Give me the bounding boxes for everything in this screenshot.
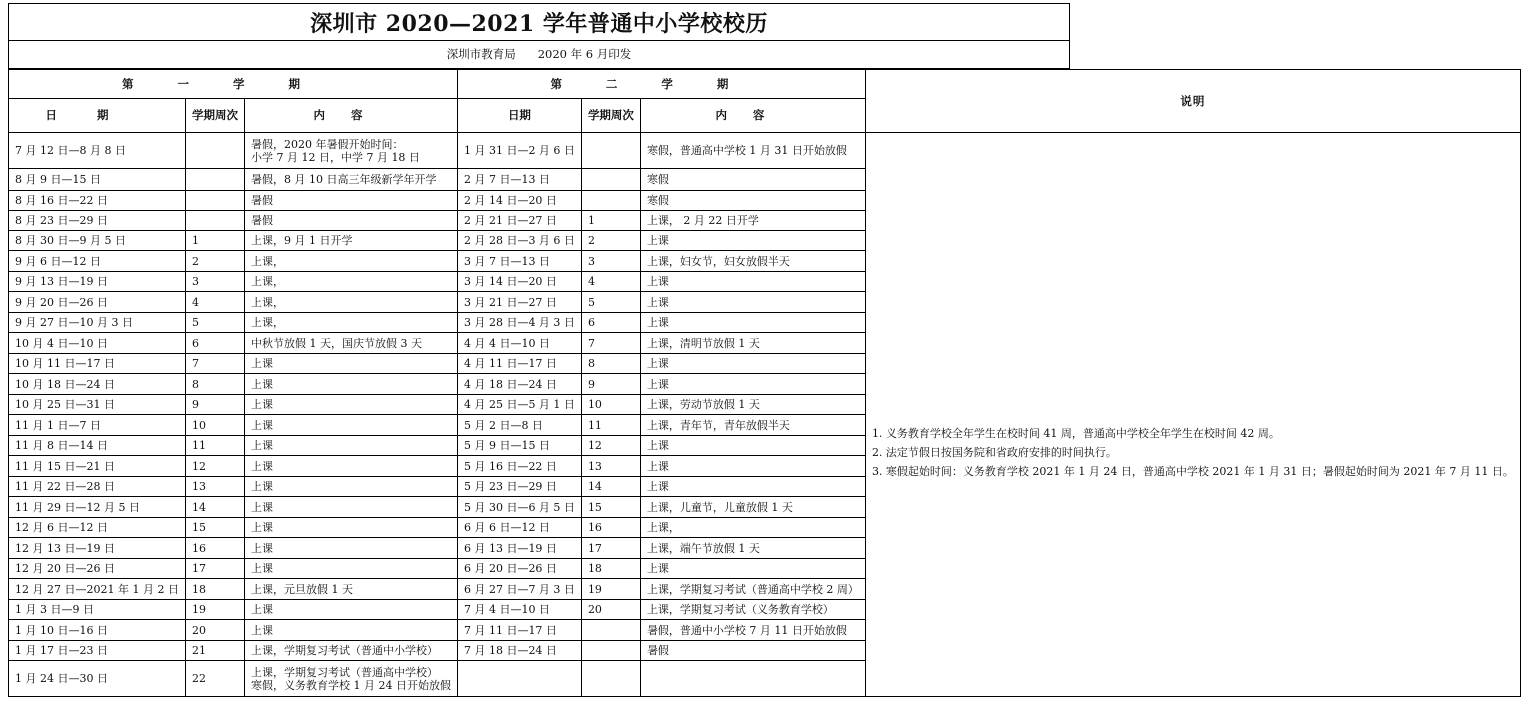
- sem1-content-cell: 上课: [244, 354, 457, 374]
- sem1-content-cell: [244, 661, 457, 697]
- sem2-week-cell: 17: [581, 538, 640, 559]
- sem1-week-cell: 16: [185, 538, 244, 559]
- sem1-date-cell: 12 月 6 日—12 日: [9, 518, 186, 538]
- sem1-content-cell: 暑假，8 月 10 日高三年级新学年开学: [244, 169, 457, 191]
- sem1-week-cell: 10: [185, 415, 244, 436]
- sem1-content-line: 寒假，义务教育学校 1 月 24 日开始放假: [250, 678, 451, 692]
- sem2-content-cell: 上课，: [640, 518, 865, 538]
- sem1-date-cell: 1 月 17 日—23 日: [9, 641, 186, 661]
- sem2-week-cell: 5: [581, 292, 640, 313]
- sem2-date-cell: 4 月 18 日—24 日: [457, 374, 581, 395]
- sem1-content-line: 上课，学期复习考试（普通高中学校）: [250, 665, 438, 679]
- page-title: 深圳市 2020—2021 学年普通中小学校校历: [8, 3, 1070, 41]
- sem1-content-cell: 上课: [244, 620, 457, 641]
- sem1-content-cell: 上课: [244, 559, 457, 579]
- sem1-week-cell: 9: [185, 395, 244, 415]
- sem2-content-cell: 上课，端午节放假 1 天: [640, 538, 865, 559]
- sem1-week-cell: 8: [185, 374, 244, 395]
- sem1-content-cell: 上课，: [244, 313, 457, 333]
- sem1-week-cell: 20: [185, 620, 244, 641]
- sem1-content-cell: 上课，9 月 1 日开学: [244, 231, 457, 251]
- sem1-date-cell: 9 月 13 日—19 日: [9, 272, 186, 292]
- sem1-date-cell: 8 月 16 日—22 日: [9, 191, 186, 211]
- sem1-date-cell: 1 月 24 日—30 日: [9, 661, 186, 697]
- sem2-week-cell: 11: [581, 415, 640, 436]
- sem2-content-cell: 上课，学期复习考试（义务教育学校）: [640, 600, 865, 620]
- sem2-content-cell: 上课: [640, 354, 865, 374]
- sem2-date-cell: 5 月 30 日—6 月 5 日: [457, 497, 581, 518]
- issuing-authority: 深圳市教育局: [446, 47, 516, 61]
- sem2-week-cell: 6: [581, 313, 640, 333]
- sem1-week-cell: [185, 169, 244, 191]
- sem1-week-cell: 2: [185, 251, 244, 272]
- sem1-week-cell: 4: [185, 292, 244, 313]
- sem1-week-cell: 5: [185, 313, 244, 333]
- sem2-week-cell: [581, 661, 640, 697]
- sem2-date-cell: 4 月 11 日—17 日: [457, 354, 581, 374]
- sem1-week-cell: 17: [185, 559, 244, 579]
- sem2-week-cell: 4: [581, 272, 640, 292]
- sem1-date-cell: 10 月 11 日—17 日: [9, 354, 186, 374]
- sem2-content-cell: 上课: [640, 456, 865, 477]
- sem2-content-cell: [640, 661, 865, 697]
- sem2-content-cell: 上课: [640, 374, 865, 395]
- sem1-date-cell: 8 月 9 日—15 日: [9, 169, 186, 191]
- sem1-date-cell: 12 月 13 日—19 日: [9, 538, 186, 559]
- sem1-week-cell: 15: [185, 518, 244, 538]
- sem2-week-cell: 10: [581, 395, 640, 415]
- sem1-date-cell: 11 月 29 日—12 月 5 日: [9, 497, 186, 518]
- sem2-week-cell: 1: [581, 211, 640, 231]
- sem2-week-cell: 9: [581, 374, 640, 395]
- sem2-date-cell: 2 月 28 日—3 月 6 日: [457, 231, 581, 251]
- sem1-date-cell: 9 月 27 日—10 月 3 日: [9, 313, 186, 333]
- sem1-week-cell: [185, 191, 244, 211]
- sem2-content-cell: 寒假: [640, 169, 865, 191]
- sem1-date-cell: 11 月 8 日—14 日: [9, 436, 186, 456]
- sem1-content-cell: 中秋节放假 1 天，国庆节放假 3 天: [244, 333, 457, 354]
- sem1-content-cell: 暑假: [244, 211, 457, 231]
- sem1-content-cell: 上课: [244, 477, 457, 497]
- sem2-content-cell: 寒假，普通高中学校 1 月 31 日开始放假: [640, 133, 865, 169]
- sem2-week-header: 学期周次: [581, 99, 640, 133]
- sem1-date-cell: 11 月 15 日—21 日: [9, 456, 186, 477]
- sem2-date-cell: 6 月 6 日—12 日: [457, 518, 581, 538]
- sem2-content-header: 内容: [640, 99, 865, 133]
- sem1-week-cell: 12: [185, 456, 244, 477]
- sem1-date-cell: 7 月 12 日—8 月 8 日: [9, 133, 186, 169]
- sem2-week-cell: [581, 191, 640, 211]
- sem1-week-cell: 19: [185, 600, 244, 620]
- sem2-week-cell: 7: [581, 333, 640, 354]
- sem1-content-cell: 上课，: [244, 251, 457, 272]
- sem1-date-cell: 8 月 23 日—29 日: [9, 211, 186, 231]
- sem1-content-cell: 上课，: [244, 292, 457, 313]
- semester-1-header: 第一学期: [9, 70, 458, 99]
- sem2-week-cell: 19: [581, 579, 640, 600]
- sem1-content-cell: 上课: [244, 600, 457, 620]
- sem1-week-cell: 7: [185, 354, 244, 374]
- sem1-content-cell: 上课: [244, 436, 457, 456]
- sem2-content-cell: 上课: [640, 292, 865, 313]
- sem1-date-cell: 11 月 1 日—7 日: [9, 415, 186, 436]
- sem1-date-cell: 11 月 22 日—28 日: [9, 477, 186, 497]
- sem1-week-cell: 14: [185, 497, 244, 518]
- sem2-week-cell: [581, 133, 640, 169]
- sem1-week-cell: [185, 133, 244, 169]
- sem2-date-cell: 5 月 9 日—15 日: [457, 436, 581, 456]
- sem1-week-cell: [185, 211, 244, 231]
- sem2-date-cell: 3 月 21 日—27 日: [457, 292, 581, 313]
- sem2-date-header: 日期: [457, 99, 581, 133]
- sem2-date-cell: 5 月 2 日—8 日: [457, 415, 581, 436]
- sem2-date-cell: 5 月 23 日—29 日: [457, 477, 581, 497]
- sem2-week-cell: [581, 169, 640, 191]
- sem2-week-cell: 2: [581, 231, 640, 251]
- sem1-content-header: 内容: [244, 99, 457, 133]
- sem2-week-cell: 13: [581, 456, 640, 477]
- sem2-content-cell: 寒假: [640, 191, 865, 211]
- sem2-week-cell: 18: [581, 559, 640, 579]
- sem2-date-cell: 6 月 27 日—7 月 3 日: [457, 579, 581, 600]
- sem2-content-cell: 暑假: [640, 641, 865, 661]
- note-item: 2. 法定节假日按国务院和省政府安排的时间执行。: [871, 446, 1117, 459]
- sem2-week-cell: 3: [581, 251, 640, 272]
- sem1-content-cell: 暑假: [244, 191, 457, 211]
- sem2-date-cell: 7 月 11 日—17 日: [457, 620, 581, 641]
- sem1-date-cell: 12 月 20 日—26 日: [9, 559, 186, 579]
- sem2-week-cell: 20: [581, 600, 640, 620]
- sem1-date-cell: 10 月 18 日—24 日: [9, 374, 186, 395]
- sem2-content-cell: 上课: [640, 477, 865, 497]
- sem2-content-cell: 上课，妇女节，妇女放假半天: [640, 251, 865, 272]
- semester-2-header: 第二学期: [457, 70, 865, 99]
- sem2-date-cell: 5 月 16 日—22 日: [457, 456, 581, 477]
- sem2-date-cell: 2 月 14 日—20 日: [457, 191, 581, 211]
- sem1-content-cell: 上课: [244, 415, 457, 436]
- sem1-content-line: 小学 7 月 12 日，中学 7 月 18 日: [250, 150, 420, 164]
- sem1-date-cell: 8 月 30 日—9 月 5 日: [9, 231, 186, 251]
- note-item: 3. 寒假起始时间：义务教育学校 2021 年 1 月 24 日，普通高中学校 2021 年 1 月 31 日；暑假起始时间为 2021 年 7 月 11 日。: [871, 465, 1514, 478]
- sem1-date-cell: 9 月 20 日—26 日: [9, 292, 186, 313]
- sem2-date-cell: 6 月 20 日—26 日: [457, 559, 581, 579]
- sem1-date-header: 日期: [9, 99, 186, 133]
- sem1-week-cell: 6: [185, 333, 244, 354]
- sem2-content-cell: 暑假，普通中小学校 7 月 11 日开始放假: [640, 620, 865, 641]
- issue-date: 2020 年 6 月印发: [537, 47, 632, 61]
- sem1-week-cell: 13: [185, 477, 244, 497]
- sem1-week-cell: 18: [185, 579, 244, 600]
- notes-header: 说明: [865, 70, 1520, 133]
- sem2-week-cell: 16: [581, 518, 640, 538]
- sem2-content-cell: 上课: [640, 436, 865, 456]
- sem1-week-cell: 22: [185, 661, 244, 697]
- note-item: 1. 义务教育学校全年学生在校时间 41 周，普通高中学校全年学生在校时间 42 周。: [871, 427, 1280, 440]
- notes-cell: [865, 133, 1520, 697]
- sem2-date-cell: 7 月 4 日—10 日: [457, 600, 581, 620]
- sem2-date-cell: 4 月 25 日—5 月 1 日: [457, 395, 581, 415]
- sem1-date-cell: 9 月 6 日—12 日: [9, 251, 186, 272]
- sem2-content-cell: 上课，学期复习考试（普通高中学校 2 周）: [640, 579, 865, 600]
- sem2-date-cell: 1 月 31 日—2 月 6 日: [457, 133, 581, 169]
- sem2-content-cell: 上课: [640, 313, 865, 333]
- issue-info: [8, 40, 1070, 69]
- sem1-content-cell: 上课: [244, 374, 457, 395]
- sem2-week-cell: 15: [581, 497, 640, 518]
- sem2-date-cell: 2 月 7 日—13 日: [457, 169, 581, 191]
- sem2-week-cell: 8: [581, 354, 640, 374]
- sem2-content-cell: 上课，清明节放假 1 天: [640, 333, 865, 354]
- sem2-content-cell: 上课: [640, 559, 865, 579]
- sem1-content-cell: 上课，: [244, 272, 457, 292]
- sem1-content-cell: 上课: [244, 395, 457, 415]
- sem2-content-cell: 上课， 2 月 22 日开学: [640, 211, 865, 231]
- sem2-date-cell: 3 月 14 日—20 日: [457, 272, 581, 292]
- sem1-content-cell: 上课，学期复习考试（普通中小学校）: [244, 641, 457, 661]
- sem1-week-cell: 1: [185, 231, 244, 251]
- sem2-week-cell: [581, 641, 640, 661]
- sem2-content-cell: 上课，青年节，青年放假半天: [640, 415, 865, 436]
- sem1-date-cell: 10 月 4 日—10 日: [9, 333, 186, 354]
- sem1-date-cell: 12 月 27 日—2021 年 1 月 2 日: [9, 579, 186, 600]
- sem1-date-cell: 1 月 10 日—16 日: [9, 620, 186, 641]
- sem1-week-cell: 11: [185, 436, 244, 456]
- sem2-week-cell: 14: [581, 477, 640, 497]
- sem1-content-line: 暑假，2020 年暑假开始时间：: [250, 137, 404, 151]
- sem2-date-cell: 4 月 4 日—10 日: [457, 333, 581, 354]
- sem2-content-cell: 上课，劳动节放假 1 天: [640, 395, 865, 415]
- sem2-date-cell: 3 月 7 日—13 日: [457, 251, 581, 272]
- sem1-content-cell: [244, 133, 457, 169]
- sem2-content-cell: 上课: [640, 272, 865, 292]
- school-calendar-table: [8, 69, 1521, 697]
- sem2-date-cell: 3 月 28 日—4 月 3 日: [457, 313, 581, 333]
- sem1-week-header: 学期周次: [185, 99, 244, 133]
- sem1-week-cell: 21: [185, 641, 244, 661]
- calendar-row: [9, 133, 1521, 169]
- sem2-week-cell: [581, 620, 640, 641]
- sem2-content-cell: 上课，儿童节，儿童放假 1 天: [640, 497, 865, 518]
- sem2-content-cell: 上课: [640, 231, 865, 251]
- sem2-date-cell: [457, 661, 581, 697]
- sem1-content-cell: 上课: [244, 538, 457, 559]
- sem1-content-cell: 上课: [244, 497, 457, 518]
- sem2-date-cell: 6 月 13 日—19 日: [457, 538, 581, 559]
- sem1-date-cell: 1 月 3 日—9 日: [9, 600, 186, 620]
- sem1-date-cell: 10 月 25 日—31 日: [9, 395, 186, 415]
- sem1-week-cell: 3: [185, 272, 244, 292]
- sem1-content-cell: 上课: [244, 518, 457, 538]
- sem1-content-cell: 上课: [244, 456, 457, 477]
- sem2-date-cell: 7 月 18 日—24 日: [457, 641, 581, 661]
- sem2-date-cell: 2 月 21 日—27 日: [457, 211, 581, 231]
- sem2-week-cell: 12: [581, 436, 640, 456]
- sem1-content-cell: 上课，元旦放假 1 天: [244, 579, 457, 600]
